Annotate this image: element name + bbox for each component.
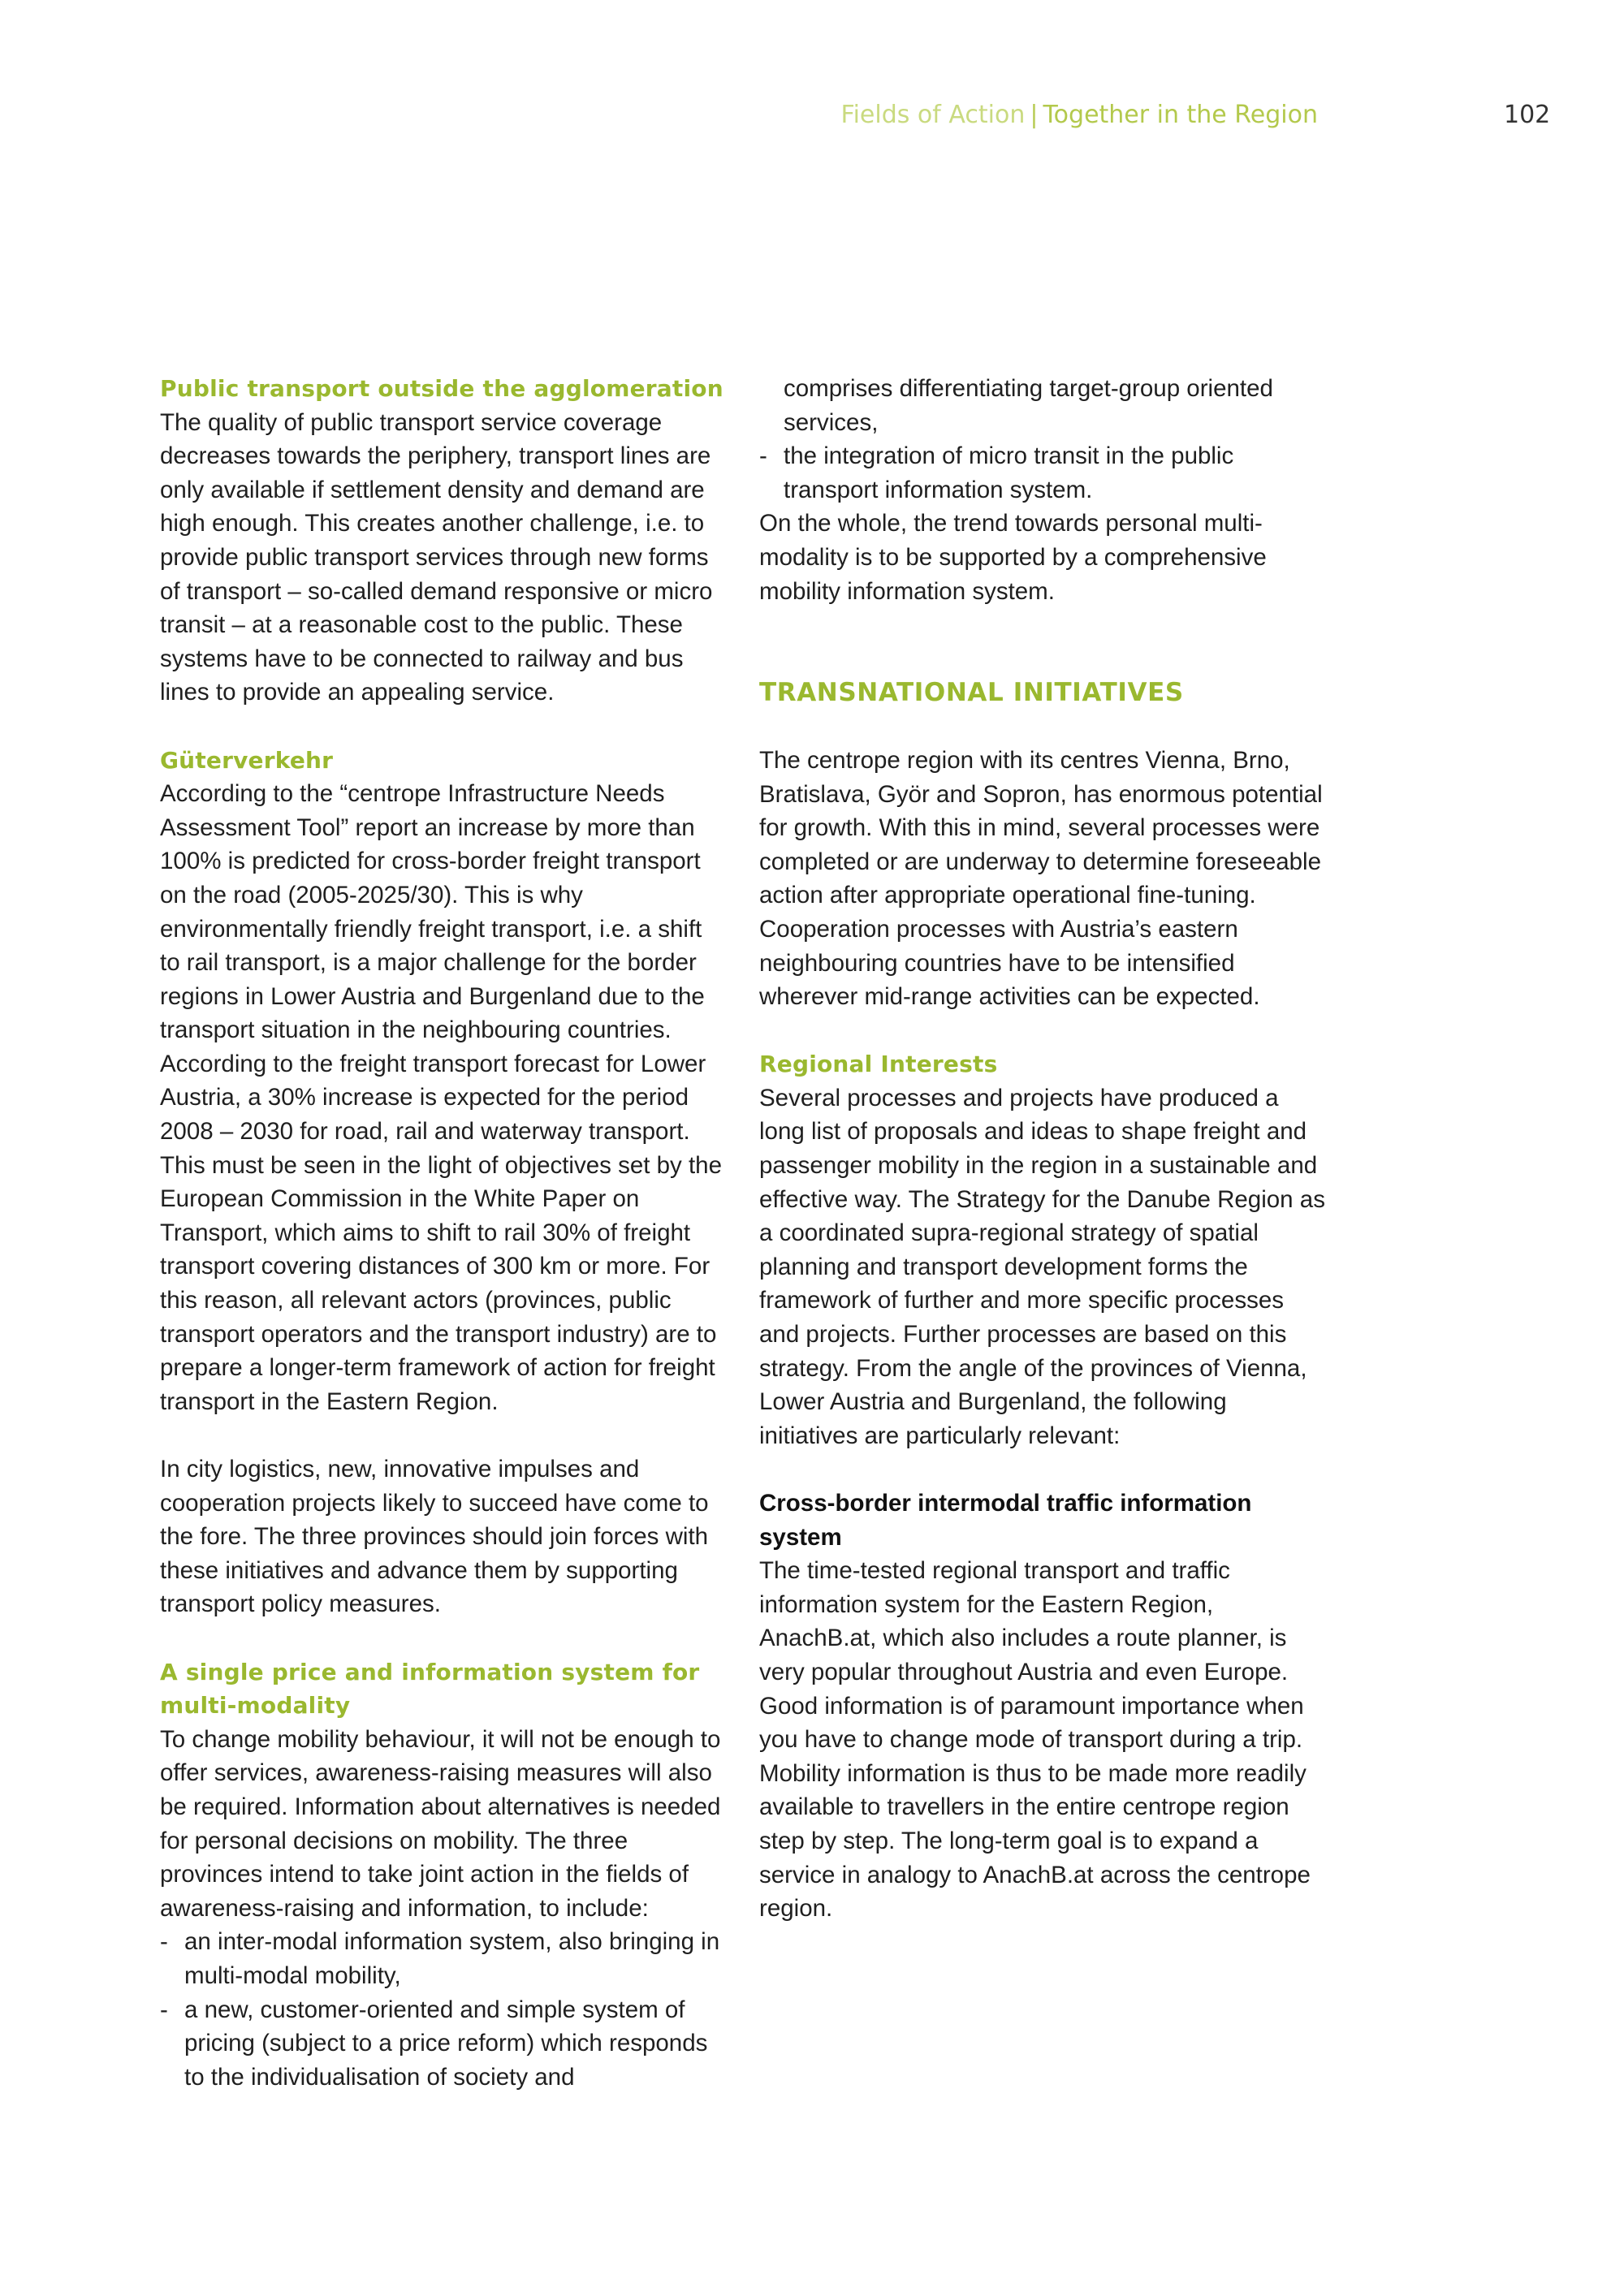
paragraph-regional-interests: Several processes and projects have produced a long list of proposals and ideas to shape freight and passenger mobility in the region in a sustainable and effective way. The Strategy for the Danube Region as a coordinated supra-regional strategy of spatial planning and transport development forms the framework of further and more specific processes and projects. Further processes are based on this strategy. From the angle of the provinces of Vienna, Lower Austria and Burgenland, the following initiatives are particularly relevant:	[759, 1084, 1325, 1449]
list-item: - a new, customer-oriented and simple system of pricing (subject to a price reform) which responds to the individualisation of society and	[160, 1993, 728, 2095]
paragraph-public-transport: The quality of public transport service coverage decreases towards the periphery, transport lines are only available if settlement density and demand are high enough. This creates another challenge, i.e. to provide public transport services through new forms of transport – so-called demand responsive or micro transit – at a reasonable cost to the public. These systems have to be connected to railway and bus lines to provide an appealing service.	[160, 408, 713, 706]
paragraph-single-price: To change mobility behaviour, it will not be enough to offer services, awareness-raising measures will also be required. Information about alternatives is needed for personal decisions on mobility. The three provinces intend to take joint action in the fields of awareness-raising and information, to include:	[160, 1725, 721, 1922]
heading-cross-border: Cross-border intermodal traffic information system	[759, 1490, 1252, 1551]
heading-regional-interests: Regional Interests	[759, 1051, 998, 1078]
heading-single-price: A single price and information system for multi-modality	[160, 1658, 700, 1720]
page-number: 102	[1504, 101, 1551, 129]
list-item: - the integration of micro transit in the public transport information system.	[759, 439, 1328, 507]
list-measures-continued	[759, 439, 1328, 507]
section-label: Fields of Action	[840, 101, 1026, 129]
chapter-title: Together in the Region	[1043, 101, 1318, 129]
right-column	[759, 372, 1328, 1926]
paragraph-cross-border: The time-tested regional transport and traffic information system for the Eastern Region, AnachB.at, which also includes a route planner, is very popular throughout Austria and even Europe. Good information is of paramount importance when you have to change mode of transport during a trip. Mobility information is thus to be made more readily available to travellers in the entire centrope region step by step. The long-term goal is to expand a service in analogy to AnachB.at across the centrope region.	[759, 1557, 1311, 1923]
paragraph-city-logistics: In city logistics, new, innovative impulses and cooperation projects likely to succeed have come to the fore. The three provinces should join forces with these initiatives and advance them by supporting transport policy measures.	[160, 1456, 709, 1618]
list-item-continued: comprises differentiating target-group oriented services,	[784, 375, 1273, 436]
heading-gueterverkehr: Güterverkehr	[160, 746, 334, 774]
page-header	[0, 101, 1624, 141]
paragraph-gueterverkehr: According to the “centrope Infrastructure Needs Assessment Tool” report an increase by more than 100% is predicted for cross-border freight transport on the road (2005-2025/30). This is why environmentally friendly freight transport, i.e. a shift to rail transport, is a major challenge for the border regions in Lower Austria and Burgenland due to the transport situation in the neighbouring countries. According to the freight transport forecast for Lower Austria, a 30% increase is expected for the period 2008 – 2030 for road, rail and waterway transport. This must be seen in the light of objectives set by the European Commission in the White Paper on Transport, which aims to shift to rail 30% of freight transport covering distances of 300 km or more. For this reason, all relevant actors (provinces, public transport operators and the transport industry) are to prepare a longer-term framework of action for freight transport in the Eastern Region.	[160, 780, 722, 1415]
paragraph-summary: On the whole, the trend towards personal multi-modality is to be supported by a comprehensive mobility information system.	[759, 510, 1267, 605]
heading-transnational: TRANSNATIONAL INITIATIVES	[759, 677, 1184, 707]
list-measures	[160, 1925, 728, 2094]
running-head	[841, 101, 1318, 129]
paragraph-transnational: The centrope region with its centres Vienna, Brno, Bratislava, Györ and Sopron, has enormous potential for growth. With this in mind, several processes were completed or are underway to determine foreseeable action after appropriate operational fine-tuning. Cooperation processes with Austria’s eastern neighbouring countries have to be intensified wherever mid-range activities can be expected.	[759, 746, 1323, 1011]
left-column	[160, 372, 728, 2094]
list-item: - an inter-modal information system, also bringing in multi-modal mobility,	[160, 1925, 728, 1992]
heading-public-transport: Public transport outside the agglomeration	[160, 375, 723, 402]
separator: |	[1030, 101, 1039, 129]
